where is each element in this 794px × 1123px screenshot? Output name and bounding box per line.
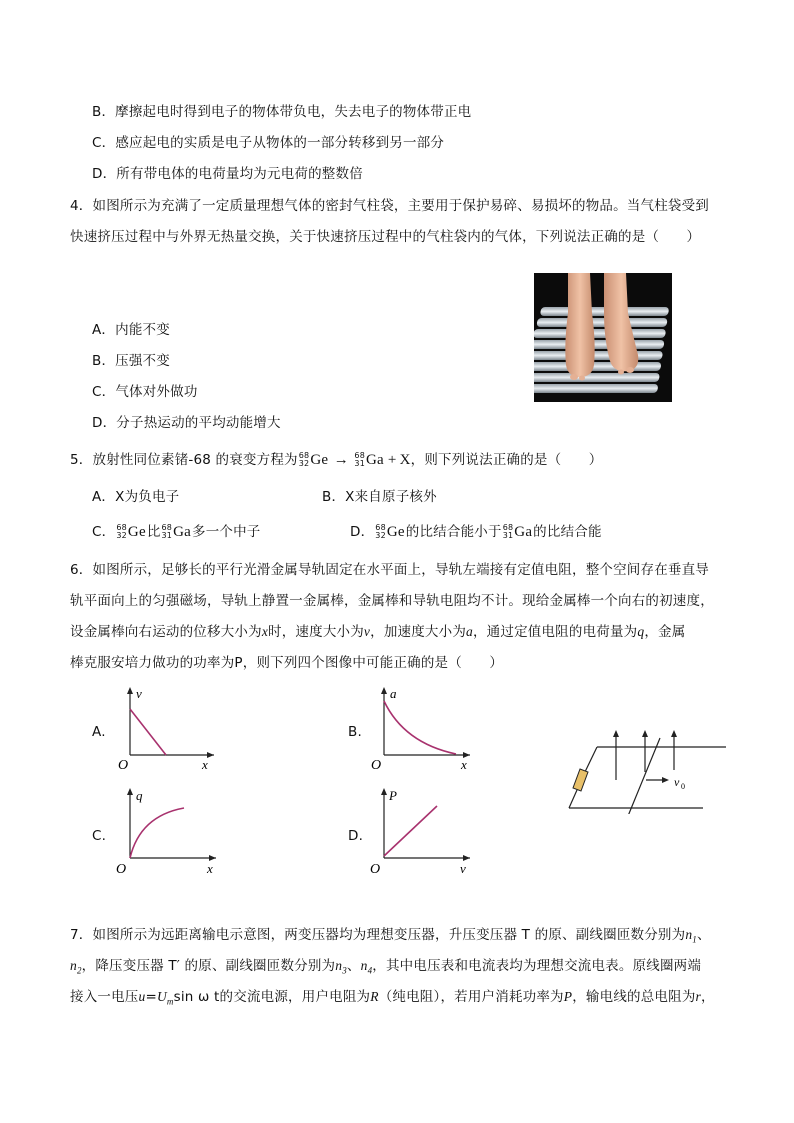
q6-stem-line2: 轨平面向上的匀强磁场，导轨上静置一金属棒，金属棒和导轨电阻均不计。现给金属棒一个向右的初速度， — [70, 593, 714, 609]
graph-c-y-arrow — [127, 788, 133, 795]
graph-c-ylabel: q — [136, 788, 143, 803]
q6-l3-c: ，加速度大小为 — [370, 624, 467, 640]
v0-subscript: 0 — [681, 782, 685, 791]
graph-a-xlabel: x — [202, 757, 208, 772]
ga-symbol: Ga — [173, 524, 191, 540]
ge-nuclide — [299, 450, 328, 470]
graph-d-origin: O — [370, 862, 381, 876]
ge-symbol: Ge — [127, 524, 146, 540]
var-n3: n — [335, 958, 343, 973]
ge-mass: 68 — [375, 523, 386, 532]
ga-nuclide — [354, 450, 383, 470]
q5-option-a: A．X为负电子 — [92, 489, 180, 505]
air-bag-photo-drawing — [534, 273, 672, 402]
q4-option-a: A．内能不变 — [92, 322, 170, 338]
ga-mass: 68 — [502, 523, 514, 532]
var-n2-sub: 2 — [76, 965, 82, 976]
q7-l2-c: ，其中电压表和电流表均为理想交流电表。原线圈两端 — [372, 958, 702, 974]
metal-rod — [628, 738, 660, 814]
q6-option-d-label: D. — [348, 828, 364, 844]
q5-d-post: 的比结合能 — [533, 524, 602, 540]
var-um-sub: m — [166, 996, 174, 1007]
velocity-arrow — [662, 777, 669, 783]
ge-z: 32 — [375, 531, 386, 540]
graph-a-x-arrow — [207, 752, 214, 758]
q6-stem-line4: 棒克服安培力做功的功率为P，则下列四个图像中可能正确的是（ ） — [70, 655, 504, 671]
graph-a-y-arrow — [127, 687, 133, 694]
graph-d-xlabel: v — [460, 861, 466, 876]
var-R: R — [370, 989, 379, 1004]
field-arrow-1 — [613, 730, 619, 737]
q5-option-b: B．X来自原子核外 — [322, 489, 437, 505]
q5-d-mid: 的比结合能小于 — [405, 524, 502, 540]
q6-stem-line3 — [70, 622, 685, 642]
q6-option-c-label: C. — [92, 828, 107, 844]
q5-option-d — [350, 522, 602, 542]
q6-l3-d: ，通过定值电阻的电荷量为 — [472, 624, 638, 640]
q5-stem — [70, 450, 602, 470]
graph-b-ylabel: a — [390, 686, 397, 701]
graph-d-ylabel: P — [389, 788, 397, 803]
q7-l1-a: 7．如图所示为远距离输电示意图，两变压器均为理想变压器，升压变压器 T 的原、副线圈匝数分别为 — [70, 927, 686, 943]
ge-nuclide-c — [116, 522, 145, 542]
q7-l3-a: 接入一电压 — [70, 989, 139, 1005]
q7-l2-a: ，降压变压器 T′ 的原、副线圈匝数分别为 — [81, 958, 336, 974]
q7-stem-line3 — [70, 987, 715, 1012]
q3-option-d: D．所有带电体的电荷量均为元电荷的整数倍 — [92, 166, 363, 182]
graph-a-origin: O — [118, 758, 129, 773]
q7-stem-line1 — [70, 925, 711, 950]
rail-circuit-diagram — [560, 722, 730, 814]
graph-a-curve — [130, 709, 166, 755]
ga-symbol: Ga — [366, 452, 384, 468]
ge-z: 32 — [116, 531, 127, 540]
graph-b-xlabel: x — [461, 757, 467, 772]
q5-d-prefix: D． — [350, 524, 375, 540]
q5-c-prefix: C． — [92, 524, 116, 540]
q3-option-c: C．感应起电的实质是电子从物体的一部分转移到另一部分 — [92, 135, 445, 151]
ge-mass: 68 — [298, 451, 310, 460]
graph-c-xlabel: x — [207, 861, 213, 876]
graph-b — [364, 685, 476, 775]
q7-l2-b: 、 — [346, 958, 361, 974]
ga-z: 31 — [161, 531, 173, 540]
q5-c-post: 多一个中子 — [192, 524, 261, 540]
field-arrow-3 — [671, 730, 677, 737]
graph-c-origin: O — [116, 862, 127, 876]
q4-option-c: C．气体对外做功 — [92, 384, 198, 400]
sin-term: sin ω t — [173, 989, 220, 1005]
resistor — [573, 769, 588, 791]
var-n2: n — [70, 958, 77, 973]
ga-z: 31 — [354, 459, 366, 468]
var-r: r — [695, 989, 701, 1004]
q4-stem-line1: 4．如图所示为充满了一定质量理想气体的密封气柱袋，主要用于保护易碎、易损坏的物品。当气柱袋受到 — [70, 198, 709, 214]
ge-mass: 68 — [116, 523, 127, 532]
ga-symbol: Ga — [514, 524, 533, 540]
left-wire-bottom — [569, 790, 577, 808]
q4-option-b: B．压强不变 — [92, 353, 170, 369]
ga-z: 31 — [502, 531, 514, 540]
var-n3-sub: 3 — [342, 965, 347, 976]
left-wire-top — [584, 747, 597, 774]
ge-symbol: Ge — [310, 452, 329, 468]
q6-option-a-label: A. — [92, 724, 106, 740]
graph-d-y-arrow — [381, 788, 387, 795]
q7-l3-b: 的交流电源，用户电阻为 — [219, 989, 371, 1005]
var-n1: n — [685, 927, 693, 942]
graph-b-curve — [384, 701, 456, 754]
q4-option-d: D．分子热运动的平均动能增大 — [92, 415, 281, 431]
graph-b-y-arrow — [381, 687, 387, 694]
q7-l3-e: ， — [701, 989, 715, 1005]
q5-stem-post: ，则下列说法正确的是（ ） — [410, 452, 603, 468]
ge-nuclide-d — [375, 522, 404, 542]
q5-option-c — [92, 522, 261, 542]
q6-l3-e: ，金属 — [644, 624, 686, 640]
arrow: → — [333, 452, 349, 468]
var-um: U — [156, 989, 167, 1004]
q5-stem-pre: 5．放射性同位素锗-68 的衰变方程为 — [70, 452, 298, 468]
var-n4: n — [360, 958, 368, 973]
var-a: a — [466, 624, 473, 639]
graph-a — [110, 685, 220, 775]
equals: = — [145, 989, 157, 1005]
air-bag-photo — [534, 273, 672, 402]
q7-l1-b: 、 — [696, 927, 711, 943]
q6-l3-a: 设金属棒向右运动的位移大小为 — [70, 624, 262, 640]
var-n4-sub: 4 — [367, 965, 373, 976]
plus-sign: + — [387, 452, 397, 468]
graph-d — [364, 786, 476, 876]
q7-stem-line2 — [70, 956, 701, 981]
v0-label: v — [674, 775, 680, 789]
ga-nuclide-d — [503, 522, 532, 542]
q5-c-mid: 比 — [146, 524, 161, 540]
q6-option-b-label: B. — [348, 724, 362, 740]
field-arrow-2 — [642, 730, 648, 737]
ga-nuclide-c — [162, 522, 191, 542]
graph-a-ylabel: v — [136, 686, 142, 701]
var-u: u — [138, 989, 146, 1004]
q7-l3-c: （纯电阻），若用户消耗功率为 — [378, 989, 564, 1005]
q3-option-b: B．摩擦起电时得到电子的物体带负电，失去电子的物体带正电 — [92, 104, 472, 120]
ga-mass: 68 — [354, 451, 366, 460]
graph-b-origin: O — [371, 758, 382, 773]
var-P: P — [563, 989, 573, 1004]
var-v: v — [363, 624, 371, 639]
var-x: x — [261, 624, 269, 639]
graph-d-curve — [384, 806, 437, 856]
var-n1-sub: 1 — [692, 934, 697, 945]
var-q: q — [637, 624, 645, 639]
x-particle: X — [399, 452, 411, 468]
q7-l3-d: ，输电线的总电阻为 — [572, 989, 696, 1005]
q6-stem-line1: 6．如图所示，足够长的平行光滑金属导轨固定在水平面上，导轨左端接有定值电阻，整个空间存在垂直导 — [70, 562, 709, 578]
graph-c-curve — [130, 808, 184, 858]
q6-l3-b: 时，速度大小为 — [268, 624, 364, 640]
ge-z: 32 — [298, 459, 310, 468]
ga-mass: 68 — [161, 523, 173, 532]
ge-symbol: Ge — [386, 524, 405, 540]
q4-stem-line2: 快速挤压过程中与外界无热量交换，关于快速挤压过程中的气柱袋内的气体，下列说法正确的是（ ） — [70, 229, 701, 245]
graph-c — [110, 786, 222, 876]
